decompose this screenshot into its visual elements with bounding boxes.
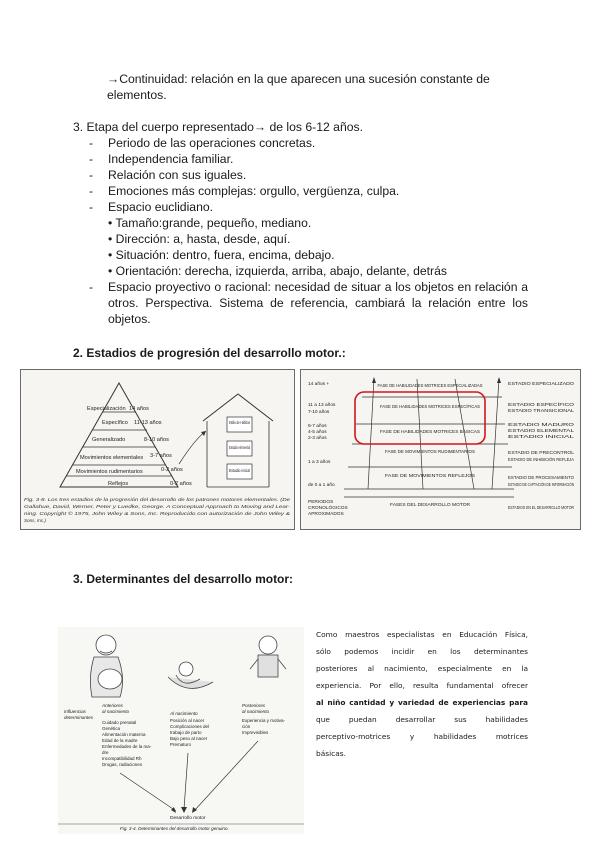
det-item: Genética [102,726,121,731]
figure-motor-phases [300,369,581,530]
stage-label: ESTADIO ELEMENTAL [508,428,575,433]
list-dash: - [89,136,94,150]
det-item: Complicaciones del [170,724,210,729]
side-line: perceptivo-motrices y habilidades motrices [316,732,528,741]
det-heading: Posteriores [242,703,266,708]
det-center: Desarrollo motor [170,816,206,821]
det-item: Cuidado prenatal [102,720,137,725]
det-item: Enfermedades de la ma- [102,744,152,749]
det-heading: al nacimiento [102,709,130,714]
det-item: Imprevisibles [242,730,269,735]
list-dash: - [89,184,94,198]
figure-motor-pyramid [20,369,295,530]
det-item: trabajo de parto [170,730,202,735]
side-line: Como maestros especialistas en Educación Física, [316,630,528,639]
intro-line-1: →Continuidad: relación en la que aparecen una sucesión constante de [107,72,490,86]
side-line-emphasis: al niño cantidad y variedad de experiencias para [316,698,528,707]
age-label: 2-3 años [308,436,327,441]
stage-label: ESTADIO DE PRECONTROL [508,450,575,455]
phase-label: FASE DE HABILIDADES MOTRICES ESPECIALIZADAS [377,383,483,388]
stage-label: ESTADIO TRANSICIONAL [508,408,575,413]
phase-label: FASE DE MOVIMIENTOS RUDIMENTARIOS [385,449,476,454]
age-label: 6-7 años [308,424,327,429]
house-stage: Estilo de Hábitos [229,420,250,425]
phase-label: FASE DE MOVIMIENTOS REFLEJOS [385,473,476,478]
det-heading: determinantes [64,715,94,720]
det-caption: Fig. 3-4. Determinantes del desarrollo motor genuino. [120,826,229,831]
sub-item: • Tamaño:grande, pequeño, mediano. [108,216,312,230]
section-2-title: 2. Estadios de progresión del desarrollo motor.: [73,346,346,360]
pyramid-level: Específico [102,420,128,426]
pyramid-level: Especialización [87,406,126,412]
det-heading: Anteriores [102,703,123,708]
fig-left-caption: Gallahue, David, Werner, Peter y Luedke, George. A Conceptual Approach to Moving and Lear- [24,504,291,509]
sub-item: • Dirección: a, hasta, desde, aquí. [108,232,291,246]
stage-label: ESTADIO DE INHIBICIÓN REFLEJA [508,457,575,462]
list-item: Relación con sus iguales. [108,168,247,182]
stage3-heading: 3. Etapa del cuerpo representado→ de los 6-12 años. [73,120,363,134]
side-line: experiencia. Por ello, resulta fundamental ofrecer [316,681,528,690]
det-heading: Al nacimiento [170,711,198,716]
stage-label: ESTADIO DE PROCESAMIENTO [508,475,575,480]
det-item: Posición al nacer [170,718,205,723]
phase-label: FASES DEL DESARROLLO MOTOR [390,502,470,507]
det-item: ción [242,724,251,729]
fig-left-caption: Sons, Inc.) [24,518,46,523]
side-line: que puedan desarrollar sus habilidades [316,715,528,724]
det-heading: al nacimiento [242,709,270,714]
fig-left-caption: ning. Copyright © 1975, John Wiley & Sons, Inc. Reproducido con autorización de John Wiley & [24,511,219,516]
pyramid-age: 0-2 años [161,467,183,473]
sub-item: • Situación: dentro, fuera, encima, debajo. [108,248,335,262]
list-dash: - [89,200,94,214]
age-label: de 0 a 1 año [308,483,335,488]
age-label: 1 a 3 años [308,460,331,465]
side-line: básicas. [316,749,346,758]
list-item: Espacio euclidiano. [108,200,214,214]
det-item: Experiencia y motiva- [242,718,286,723]
list-item: Periodo de las operaciones concretas. [108,136,316,150]
house-stage: Estadio elemental [229,445,251,450]
projective-line-1: Espacio proyectivo o racional: necesidad de situar a los objetos en relación a [108,280,528,294]
phase-label: FASE DE HABILIDADES MOTRICES BÁSICAS [380,429,481,434]
pyramid-age: 14 años [129,406,149,412]
phase-label: FASE DE HABILIDADES MOTRICES ESPECÍFICAS [380,404,481,409]
section-3-title: 3. Determinantes del desarrollo motor: [73,572,294,586]
pyramid-age: 3-7 años [150,453,172,459]
pyramid-age: 11-13 años [134,420,162,426]
pyramid-level: Movimientos elementales [80,455,144,461]
det-item: Edad de la madre [102,738,138,743]
pyramid-level: Movimientos rudimentarios [76,469,143,475]
fig-left-caption: Fig. 3-8. Los tres estadios de la progresión del desarrollo de los patrones motores elementales. (De [24,497,291,502]
stage-label: ESTADIO INICIAL [508,434,576,439]
side-line: posteriores al nacimiento, especialmente en la [316,664,528,673]
periods-label: APROXIMADOS [308,512,344,517]
list-item: Independencia familiar. [108,152,234,166]
stage-label: ESTADIO ESPECÍFICO [508,402,575,407]
sub-item: • Orientación: derecha, izquierda, arriba, abajo, delante, detrás [108,264,447,278]
pyramid-age: 8-10 años [144,437,169,443]
list-item: Emociones más complejas: orgullo, vergüenza, culpa. [108,184,400,198]
age-label: 4-5 años [308,430,327,435]
intro-line-2: elementos. [107,88,167,102]
periods-label: CRONOLÓGICOS [308,506,348,511]
list-dash: - [89,168,94,182]
periods-label: PERIODOS [308,500,334,505]
det-item: Alimentación materna [102,732,146,737]
stage-label: ESTADIOS EN EL DESARROLLO MOTOR [508,505,574,510]
projective-line-2: otros. Perspectiva. Sistema de referencia, cambiará la relación entre los [108,296,528,310]
age-label: 14 años + [308,382,330,387]
det-item: Incompatibilidad Rh [102,756,142,761]
age-label: 11 a 13 años [308,403,336,408]
pyramid-age: 0-2 años [170,481,192,487]
det-item: Bajo peso al nacer [170,736,208,741]
det-item: Prematuro [170,742,192,747]
det-heading: Influencias [64,709,86,714]
age-label: 7-10 años [308,410,330,415]
stage-label: ESTADIO MADURO [508,422,576,427]
det-item: Drogas, radiaciones [102,762,143,767]
list-dash: - [89,280,94,294]
house-stage: Estadio inicial [229,468,251,473]
side-line: sólo podemos incidir en los determinantes [316,647,528,656]
stage-label: ESTADIO DE CAPTACIÓN DE INFORMACIÓN [508,482,574,487]
projective-line-3: objetos. [108,312,151,326]
pyramid-level: Reflejos [108,481,129,487]
list-dash: - [89,152,94,166]
figure-determinants [58,627,304,834]
det-item: dre [102,750,109,755]
pyramid-level: Generalizado [92,437,126,443]
stage-label: ESTADIO ESPECIALIZADO [508,381,575,386]
